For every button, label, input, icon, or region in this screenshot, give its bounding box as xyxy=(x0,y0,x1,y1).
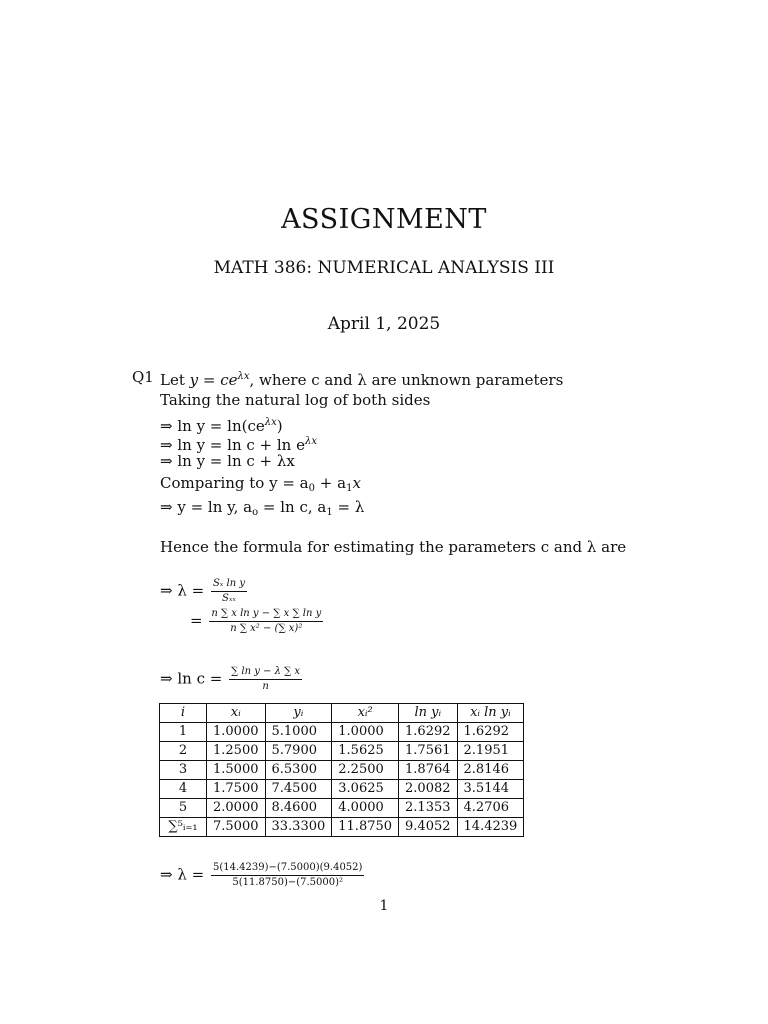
document-title: ASSIGNMENT xyxy=(281,204,487,235)
q1-intro-post: , where c and λ are unknown parameters xyxy=(249,371,564,389)
q1-intro-pre: Let xyxy=(160,371,190,389)
compare-sub-0: 0 xyxy=(308,483,315,494)
header-ln-y: ln yᵢ xyxy=(399,704,458,723)
lambda-fraction xyxy=(211,578,247,605)
table-row xyxy=(160,723,524,742)
cell: 2.0082 xyxy=(399,780,458,799)
q1-intro-exp: λx xyxy=(237,371,250,382)
cell: 6.5300 xyxy=(265,761,332,780)
cell: 33.3300 xyxy=(265,818,332,837)
cell: 1.7561 xyxy=(399,742,458,761)
table-row xyxy=(160,742,524,761)
document-date: April 1, 2025 xyxy=(327,314,441,334)
cell: 5.1000 xyxy=(265,723,332,742)
cell: 3.0625 xyxy=(332,780,399,799)
cell: 1.8764 xyxy=(399,761,458,780)
compare-end: x xyxy=(352,474,361,492)
page-number: 1 xyxy=(379,898,389,914)
map-main: ⇒ y = ln y, a xyxy=(160,498,253,516)
question-label: Q1 xyxy=(132,368,154,386)
table-sum-row xyxy=(160,818,524,837)
cell: 2.1353 xyxy=(399,799,458,818)
cell: 1.7500 xyxy=(207,780,266,799)
lambda-lhs: ⇒ λ = xyxy=(160,581,209,600)
table-header-row xyxy=(160,704,524,723)
header-x-ln-y: xᵢ ln yᵢ xyxy=(457,704,524,723)
cell: 1.6292 xyxy=(457,723,524,742)
header-y: yᵢ xyxy=(265,704,332,723)
cell: 3 xyxy=(160,761,207,780)
sum-symbol-cell: ∑⁵ᵢ₌₁ xyxy=(160,818,207,837)
document-subtitle: MATH 386: NUMERICAL ANALYSIS III xyxy=(213,258,555,278)
step-1-exp: λx xyxy=(264,417,277,428)
cell: 8.4600 xyxy=(265,799,332,818)
compare-sub-1: 1 xyxy=(346,483,353,494)
lambda-computation xyxy=(160,862,366,889)
step-2-main: ⇒ ln y = ln c + ln e xyxy=(160,436,305,454)
lambda-expanded-fraction xyxy=(209,608,323,635)
cell: 4.0000 xyxy=(332,799,399,818)
cell: 1.0000 xyxy=(332,723,399,742)
cell: 7.5000 xyxy=(207,818,266,837)
table-row xyxy=(160,799,524,818)
table-row xyxy=(160,780,524,799)
lambda-expanded-denominator: n ∑ x² − (∑ x)² xyxy=(230,623,303,634)
final-fraction xyxy=(211,862,364,889)
map-sub-1: 1 xyxy=(326,507,333,518)
step-2-exp: λx xyxy=(304,436,317,447)
step-1 xyxy=(160,414,283,435)
cell: 5.7900 xyxy=(265,742,332,761)
compare-line xyxy=(160,474,361,498)
final-lhs: ⇒ λ = xyxy=(160,865,209,884)
data-table xyxy=(159,703,524,837)
lnc-numerator: ∑ ln y − λ ∑ x xyxy=(229,666,302,680)
cell: 4.2706 xyxy=(457,799,524,818)
cell: 7.4500 xyxy=(265,780,332,799)
cell: 2.0000 xyxy=(207,799,266,818)
lnc-fraction xyxy=(229,666,302,693)
equals-sign: = xyxy=(190,611,208,630)
map-sub-o: o xyxy=(252,507,259,518)
q1-intro xyxy=(160,368,563,389)
step-1-end: ) xyxy=(276,417,283,435)
final-numerator: 5(14.4239)−(7.5000)(9.4052) xyxy=(211,862,364,876)
compare-main: Comparing to y = a xyxy=(160,474,309,492)
lnc-lhs: ⇒ ln c = xyxy=(160,669,228,688)
step-3: ⇒ ln y = ln c + λx xyxy=(160,452,295,470)
mapping-line xyxy=(160,498,364,522)
cell: 14.4239 xyxy=(457,818,524,837)
lambda-denominator: Sₓₓ xyxy=(222,593,236,604)
lnc-formula xyxy=(160,666,304,693)
lambda-numerator: Sₓ ln y xyxy=(211,578,247,592)
cell: 4 xyxy=(160,780,207,799)
step-1-main: ⇒ ln y = ln(ce xyxy=(160,417,265,435)
map-mid: = ln c, a xyxy=(258,498,327,516)
final-denominator: 5(11.8750)−(7.5000)² xyxy=(232,877,344,888)
header-x-squared: xᵢ² xyxy=(332,704,399,723)
lambda-formula xyxy=(160,578,249,605)
cell: 1.6292 xyxy=(399,723,458,742)
step-2 xyxy=(160,433,317,454)
cell: 1.2500 xyxy=(207,742,266,761)
table-row xyxy=(160,761,524,780)
q1-intro-eq: y = ce xyxy=(189,371,238,389)
cell: 1.0000 xyxy=(207,723,266,742)
cell: 2 xyxy=(160,742,207,761)
cell: 11.8750 xyxy=(332,818,399,837)
lambda-expanded-numerator: n ∑ x ln y − ∑ x ∑ ln y xyxy=(209,608,323,622)
header-x: xᵢ xyxy=(207,704,266,723)
cell: 3.5144 xyxy=(457,780,524,799)
map-end: = λ xyxy=(332,498,365,516)
cell: 2.1951 xyxy=(457,742,524,761)
step-text: Taking the natural log of both sides xyxy=(160,391,431,409)
cell: 1 xyxy=(160,723,207,742)
cell: 2.2500 xyxy=(332,761,399,780)
compare-mid: + a xyxy=(315,474,347,492)
lambda-formula-expanded xyxy=(190,608,325,635)
hence-text: Hence the formula for estimating the parameters c and λ are xyxy=(160,538,627,556)
header-i: i xyxy=(160,704,207,723)
cell: 2.8146 xyxy=(457,761,524,780)
cell: 9.4052 xyxy=(399,818,458,837)
cell: 1.5625 xyxy=(332,742,399,761)
cell: 5 xyxy=(160,799,207,818)
lnc-denominator: n xyxy=(262,681,269,692)
cell: 1.5000 xyxy=(207,761,266,780)
